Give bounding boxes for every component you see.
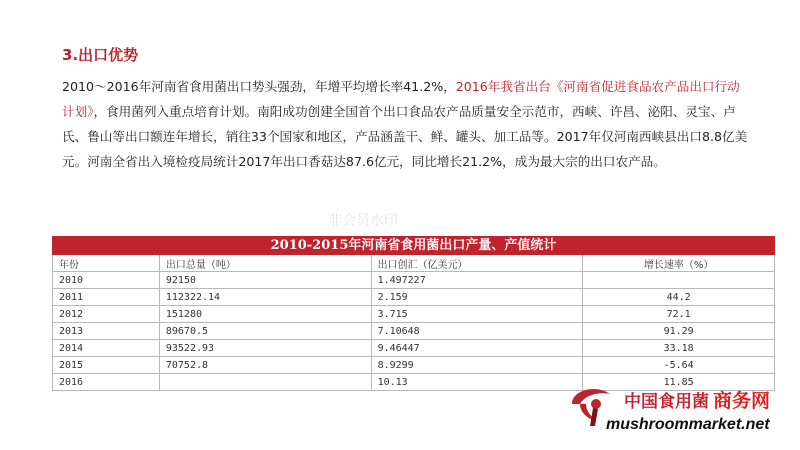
cell-value: 10.13 <box>371 374 583 391</box>
cell-year: 2014 <box>53 340 160 357</box>
cell-growth: -5.64 <box>583 357 775 374</box>
cell-year: 2016 <box>53 374 160 391</box>
site-logo <box>566 380 792 444</box>
cell-value: 2.159 <box>371 289 583 306</box>
watermark: 非会员水印 <box>328 213 398 229</box>
cell-growth: 11.85 <box>583 374 775 391</box>
cell-growth: 44.2 <box>583 289 775 306</box>
table-row <box>53 357 775 374</box>
cell-volume <box>159 374 371 391</box>
cell-value: 7.10648 <box>371 323 583 340</box>
logo-url: mushroommarket.net <box>606 416 770 433</box>
cell-volume: 151280 <box>159 306 371 323</box>
cell-volume: 93522.93 <box>159 340 371 357</box>
cell-growth: 91.29 <box>583 323 775 340</box>
cell-value: 3.715 <box>371 306 583 323</box>
logo-cn-suffix: 商务网 <box>713 390 771 412</box>
cell-volume: 92150 <box>159 272 371 289</box>
export-advantage-paragraph <box>62 74 752 174</box>
cell-volume: 112322.14 <box>159 289 371 306</box>
logo-chinese-name <box>624 386 770 413</box>
header-year: 年份 <box>53 255 160 272</box>
cell-year: 2011 <box>53 289 160 306</box>
header-volume: 出口总量（吨） <box>159 255 371 272</box>
logo-cn-name: 中国食用菌 <box>624 392 709 412</box>
table-caption: 2010-2015年河南省食用菌出口产量、产值统计 <box>52 236 775 255</box>
paragraph-text-2: ，食用菌列入重点培育计划。南阳成功创建全国首个出口食品农产品质量安全示范市，西峡、许昌、泌阳、灵宝、卢氏、鲁山等出口额连年增长，销往33个国家和地区，产品涵盖干、鲜、罐头、加工品等。2017年仅河南西峡县出口8.8亿美元。河南全省出入境检疫局统计2017年出口香菇达87.6亿元，同比增长21.2%，成为最大宗的出口农产品。 <box>62 104 748 169</box>
table-header-row <box>53 255 775 272</box>
table-row <box>53 272 775 289</box>
cell-value: 8.9299 <box>371 357 583 374</box>
cell-growth: 72.1 <box>583 306 775 323</box>
cell-volume: 89670.5 <box>159 323 371 340</box>
cell-growth <box>583 272 775 289</box>
table-row <box>53 340 775 357</box>
cell-year: 2013 <box>53 323 160 340</box>
cell-year: 2015 <box>53 357 160 374</box>
paragraph-text-1: 2010～2016年河南省食用菌出口势头强劲，年增平均增长率41.2%， <box>62 79 456 94</box>
cell-year: 2012 <box>53 306 160 323</box>
export-stats-table <box>52 236 775 391</box>
cell-value: 1.497227 <box>371 272 583 289</box>
table-row <box>53 306 775 323</box>
cell-growth: 33.18 <box>583 340 775 357</box>
table-row <box>53 323 775 340</box>
cell-volume: 70752.8 <box>159 357 371 374</box>
header-growth: 增长速率（%） <box>583 255 775 272</box>
cell-year: 2010 <box>53 272 160 289</box>
cell-value: 9.46447 <box>371 340 583 357</box>
policy-highlight-text: 2016年我省出台《河南省促进食品农产品出口行动计划》 <box>62 79 740 119</box>
section-title: 3.出口优势 <box>62 46 139 64</box>
table-row <box>53 289 775 306</box>
header-value: 出口创汇（亿美元） <box>371 255 583 272</box>
